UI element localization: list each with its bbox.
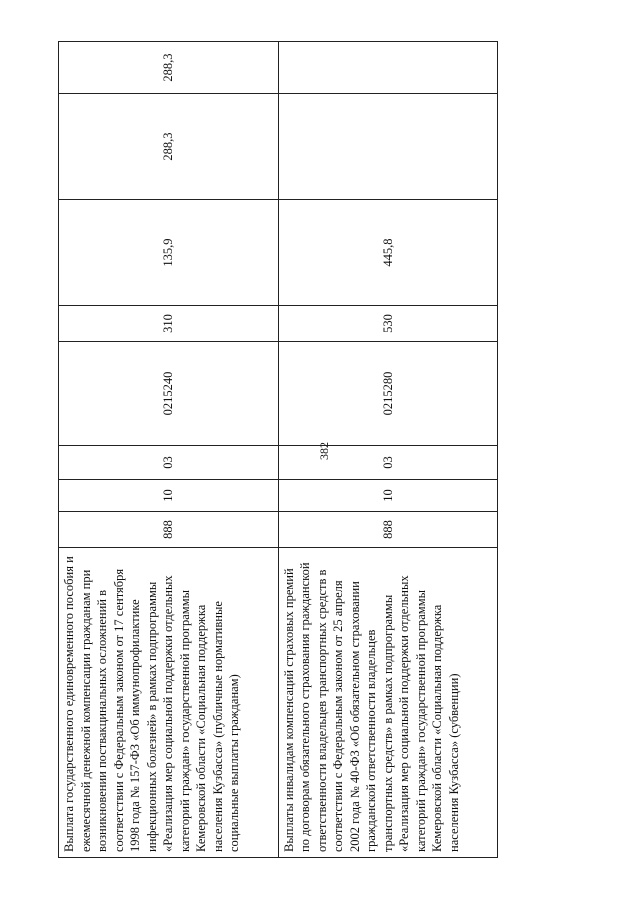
amount-year-3: 288,3 bbox=[59, 42, 279, 94]
amount-year-2: 288,3 bbox=[59, 94, 279, 200]
row-description: Выплата государственного единовременного пособия и ежемесячной денежной компенсации гражданам при возникновении поствакцинальных осложнений в соответствии с Федеральным законом от 17 сентября 1998 года № 157-ФЗ «Об иммунопрофилактике инфекционных болезней» в рамках подпрограммы «Реализация мер социальной поддержки отдельных категорий граждан» государственной программы Кемеровской области «Социальная поддержка населения Кузбасса» (публичные нормативные социальные выплаты гражданам) bbox=[59, 548, 279, 858]
amount-year-2 bbox=[278, 94, 498, 200]
expense-type-code: 310 bbox=[59, 306, 279, 342]
table-row bbox=[278, 42, 498, 858]
page-number: 382 bbox=[317, 442, 331, 460]
budget-table bbox=[58, 41, 498, 858]
amount-year-1: 445,8 bbox=[278, 200, 498, 306]
target-article-code: 0215280 bbox=[278, 342, 498, 446]
budget-table-container bbox=[58, 42, 498, 858]
table-row bbox=[59, 42, 279, 858]
section-code: 10 bbox=[278, 480, 498, 512]
row-description: Выплаты инвалидам компенсаций страховых премий по договорам обязательного страхования гражданской ответственности владельцев транспортных средств в соответствии с Федеральным законом от 25 апреля 2002 года № 40-ФЗ «Об обязательном страховании гражданской ответственности владельцев транспортных средств» в рамках подпрограммы «Реализация мер социальной поддержки отдельных категорий граждан» государственной программы Кемеровской области «Социальная поддержка населения Кузбасса» (субвенции) bbox=[278, 548, 498, 858]
target-article-code: 0215240 bbox=[59, 342, 279, 446]
ministry-code: 888 bbox=[278, 512, 498, 548]
section-code: 10 bbox=[59, 480, 279, 512]
expense-type-code: 530 bbox=[278, 306, 498, 342]
subsection-code: 03 bbox=[278, 446, 498, 480]
subsection-code: 03 bbox=[59, 446, 279, 480]
amount-year-3 bbox=[278, 42, 498, 94]
amount-year-1: 135,9 bbox=[59, 200, 279, 306]
ministry-code: 888 bbox=[59, 512, 279, 548]
